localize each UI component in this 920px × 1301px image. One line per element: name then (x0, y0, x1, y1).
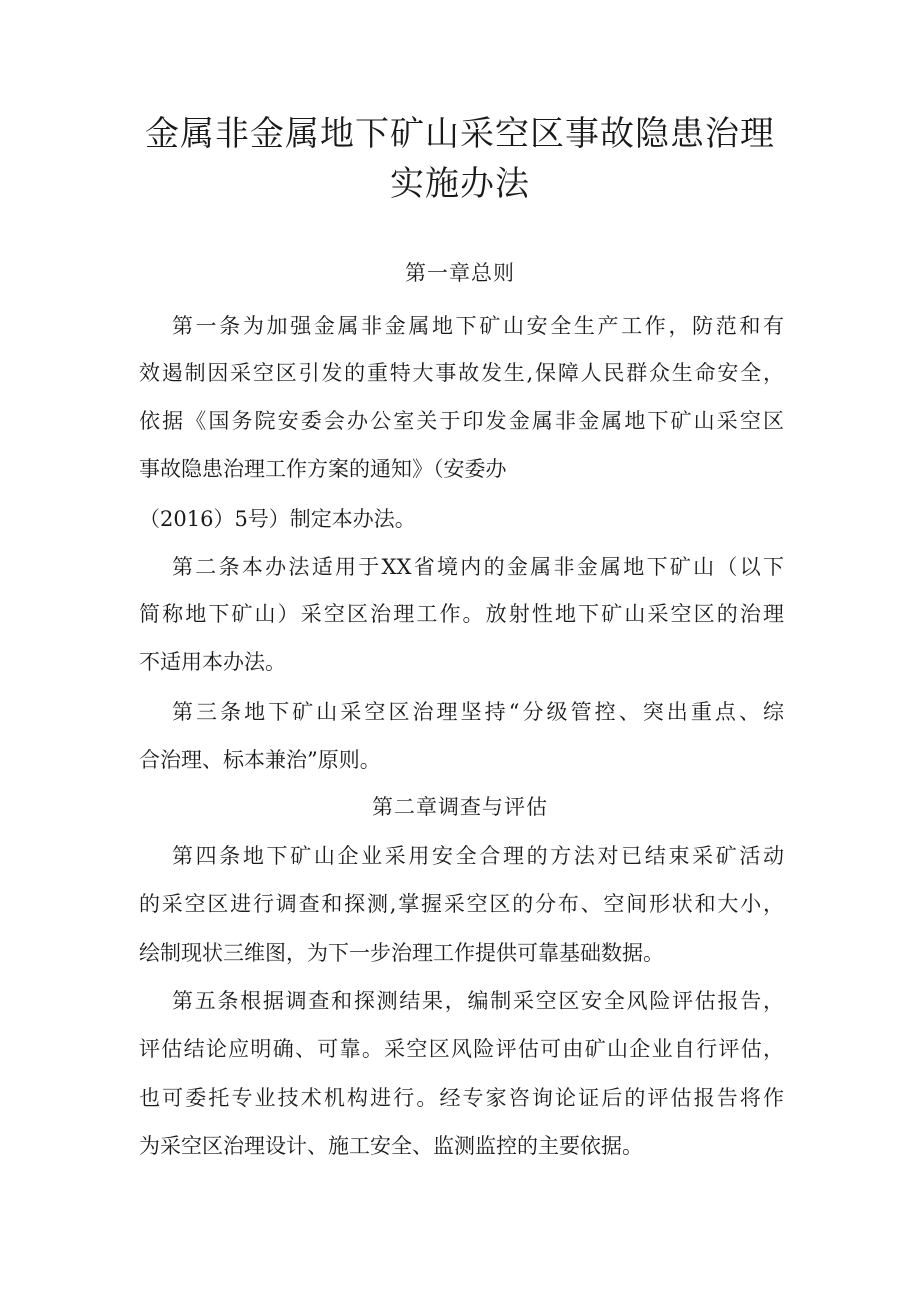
article-5-line-1: 第五条根据调查和探测结果，编制采空区安全风险评估报告， (172, 989, 784, 1013)
document-title-line-2: 实施办法 (390, 164, 530, 204)
article-3-line-1: 第三条地下矿山采空区治理坚持“分级管控、突出重点、综 (172, 700, 784, 724)
article-4-line-1: 第四条地下矿山企业采用安全合理的方法对已结束采矿活动 (172, 844, 784, 868)
article-2-line-2: 简称地下矿山）采空区治理工作。放射性地下矿山采空区的治理 (139, 602, 784, 626)
article-2-line-3: 不适用本办法。 (139, 650, 286, 674)
article-5-line-4: 为采空区治理设计、施工安全、监测监控的主要依据。 (139, 1134, 643, 1158)
article-4-line-3: 绘制现状三维图，为下一步治理工作提供可靠基础数据。 (139, 941, 664, 965)
article-5-line-2: 评估结论应明确、可靠。采空区风险评估可由矿山企业自行评估， (139, 1037, 784, 1061)
article-1-line-4: 事故隐患治理工作方案的通知》（安委办 (139, 457, 507, 481)
article-1-line-5: （2016）5号）制定本办法。 (139, 507, 416, 531)
document-title-line-1: 金属非金属地下矿山采空区事故隐患治理 (145, 114, 775, 154)
article-2-line-1: 第二条本办法适用于XX省境内的金属非金属地下矿山（以下 (172, 555, 784, 579)
chapter-heading-2: 第二章调查与评估 (372, 795, 548, 819)
chapter-heading-1: 第一章总则 (405, 261, 515, 285)
article-1-line-2: 效遏制因采空区引发的重特大事故发生,保障人民群众生命安全， (139, 361, 784, 385)
article-4-line-2: 的采空区进行调查和探测,掌握采空区的分布、空间形状和大小， (139, 892, 784, 916)
article-1-line-3: 依据《国务院安委会办公室关于印发金属非金属地下矿山采空区 (139, 409, 784, 433)
article-5-line-3: 也可委托专业技术机构进行。经专家咨询论证后的评估报告将作 (139, 1086, 784, 1110)
article-3-line-2: 合治理、标本兼治”原则。 (139, 748, 381, 772)
article-1-line-1: 第一条为加强金属非金属地下矿山安全生产工作，防范和有 (172, 314, 784, 338)
